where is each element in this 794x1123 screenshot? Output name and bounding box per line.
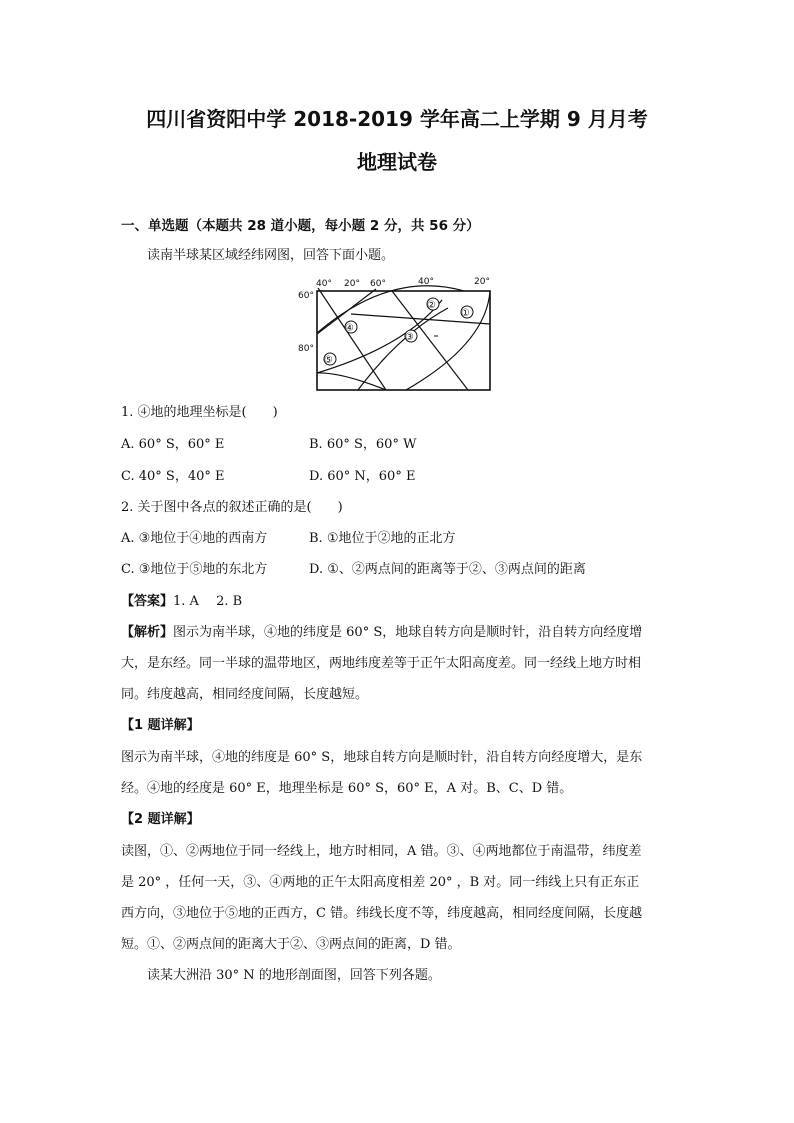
- detail1-label: 【1 题详解】: [121, 718, 200, 733]
- q1-option-b: B. 60° S，60° W: [309, 437, 417, 452]
- q2-option-a: A. ③地位于④地的西南方: [121, 531, 268, 546]
- lat-arc-upper: [317, 286, 464, 333]
- group1-intro: 读南半球某区域经纬网图，回答下面小题。: [147, 248, 395, 263]
- section-heading: 一、单选题（本题共 28 道小题，每小题 2 分，共 56 分）: [121, 218, 480, 234]
- analysis-label: 【解析】: [121, 625, 174, 640]
- q1-option-d: D. 60° N，60° E: [309, 469, 416, 484]
- map-lon-label: 40°: [418, 277, 434, 287]
- lat-arc-right: [406, 291, 490, 390]
- graticule-map: [296, 274, 496, 398]
- q2-option-d: D. ①、②两点间的距离等于②、③两点间的距离: [309, 562, 586, 577]
- map-lat-label: 60°: [298, 291, 314, 301]
- lat-arc-middle: [317, 300, 442, 373]
- detail1-line-2: 经。④地的经度是 60° E，地理坐标是 60° S，60° E，A 对。B、C、D 错。: [121, 781, 573, 796]
- analysis-line-3: 同。纬度越高，相同经度间隔，长度越短。: [121, 687, 369, 702]
- map-lon-label: 60°: [370, 279, 386, 289]
- map-lat-label: 80°: [298, 344, 314, 354]
- group2-intro: 读某大洲沿 30° N 的地形剖面图，回答下列各题。: [147, 968, 441, 983]
- q1-stem: 1. ④地的地理坐标是( ): [121, 405, 278, 420]
- answer-row: [121, 593, 242, 611]
- map-point-3: ③: [405, 332, 414, 343]
- exam-title-line1: 四川省资阳中学 2018-2019 学年高二上学期 9 月月考: [146, 107, 648, 131]
- map-lon-label: 20°: [474, 277, 490, 287]
- analysis-line-1: [121, 624, 642, 642]
- map-point-1: ①: [461, 308, 470, 319]
- detail2-line-3: 西方向，③地位于⑤地的正西方，C 错。纬线长度不等，纬度越高，相同经度间隔，长度越: [121, 906, 643, 921]
- meridian-40-left: [318, 288, 386, 390]
- answer-label: 【答案】: [121, 594, 174, 609]
- map-lon-label: 20°: [344, 279, 360, 289]
- map-lon-label: 40°: [316, 279, 332, 289]
- answer-text: 1. A 2. B: [173, 594, 243, 609]
- map-point-2: ②: [427, 300, 436, 311]
- map-point-5: ⑤: [324, 355, 333, 366]
- detail2-line-1: 读图，①、②两地位于同一经线上，地方时相同，A 错。③、④两地都位于南温带，纬度差: [121, 844, 642, 859]
- q2-option-c: C. ③地位于⑤地的东北方: [121, 562, 268, 577]
- exam-title-line2: 地理试卷: [357, 150, 437, 174]
- detail2-line-2: 是 20° ，任何一天，③、④两地的正午太阳高度相差 20° ，B 对。同一纬线上只有正东正: [121, 875, 640, 890]
- q2-option-b: B. ①地位于②地的正北方: [309, 531, 456, 546]
- detail1-line-1: 图示为南半球，④地的纬度是 60° S，地球自转方向是顺时针，沿自转方向经度增大，是东: [121, 750, 643, 765]
- detail2-line-4: 短。①、②两点间的距离大于②、③两点间的距离，D 错。: [121, 937, 461, 952]
- analysis-line-2: 大，是东经。同一半球的温带地区，两地纬度差等于正午太阳高度差。同一经线上地方时相: [121, 656, 642, 671]
- q2-stem: 2. 关于图中各点的叙述正确的是( ): [121, 500, 343, 515]
- map-point-4: ④: [345, 323, 354, 334]
- q1-option-c: C. 40° S，40° E: [121, 469, 225, 484]
- analysis-text: 图示为南半球，④地的纬度是 60° S，地球自转方向是顺时针，沿自转方向经度增: [173, 625, 643, 640]
- q1-option-a: A. 60° S，60° E: [121, 437, 225, 452]
- detail2-label: 【2 题详解】: [121, 812, 200, 827]
